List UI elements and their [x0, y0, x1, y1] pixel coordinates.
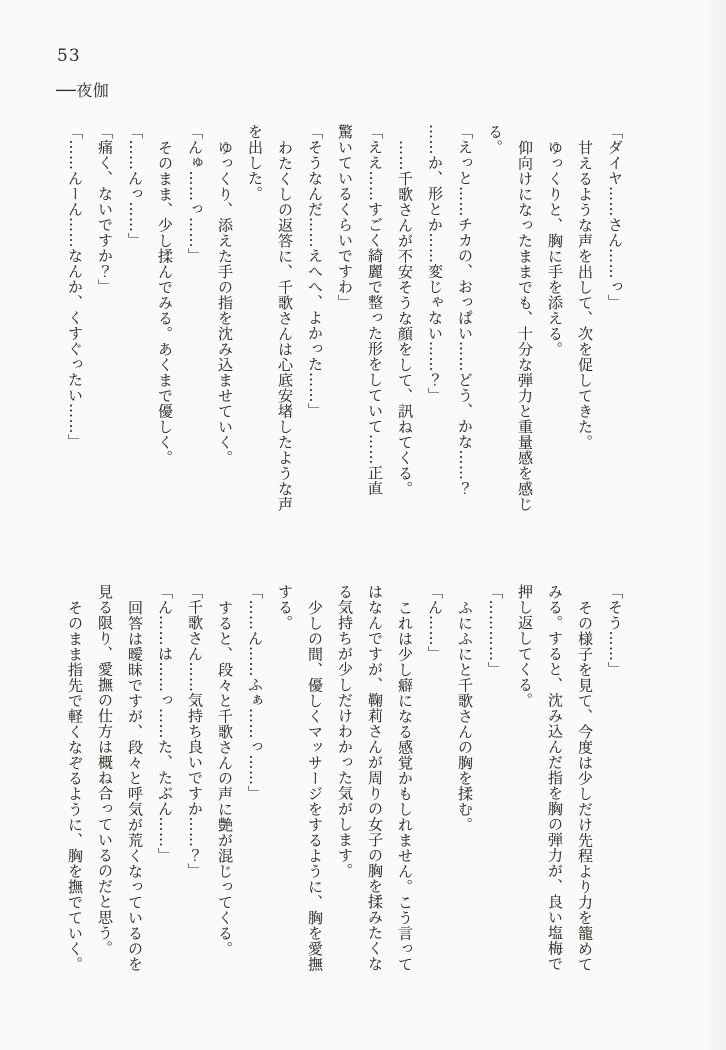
- text-column: る。: [486, 124, 504, 155]
- text-column: 仰向けになったままでも、十分な弾力と重量感を感じ: [516, 139, 534, 512]
- text-column: 「……んっ……」: [126, 124, 144, 248]
- page-number: 53: [57, 46, 81, 66]
- text-column: する。: [276, 584, 294, 631]
- text-column: そのまま指先で軽くなぞるように、胸を撫でていく。: [66, 599, 84, 972]
- text-column: みる。すると、沈み込んだ指を胸の弾力が、良い塩梅で: [546, 584, 564, 972]
- text-column: 「えっと……チカの、おっぱい……どう、かな……？: [456, 124, 474, 496]
- text-column: 「そう……」: [606, 584, 624, 677]
- text-column: わたくしの返答に、千歌さんは心底安堵したような声: [276, 139, 294, 512]
- text-column: その様子を見て、今度は少しだけ先程より力を籠めて: [576, 599, 594, 972]
- text-column: 「ん……は……っ……た、たぶん……」: [156, 584, 174, 863]
- text-column: る気持ちが少しだけわかった気がします。: [336, 584, 354, 879]
- text-column: 甘えるような声を出して、次を促してきた。: [576, 139, 594, 450]
- upper-text-block: [60, 124, 630, 524]
- text-column: 「……んーん……なんか、くすぐったい……」: [66, 124, 84, 450]
- text-column: 「痛く、ないですか？」: [96, 124, 114, 295]
- text-column: 「そうなんだ……えへへ、よかった……」: [306, 124, 324, 419]
- text-column: ゆっくり、添えた手の指を沈み込ませていく。: [216, 139, 234, 465]
- text-column: 「……ん……ふぁ……っ……」: [246, 584, 264, 801]
- text-column: を出した。: [246, 124, 264, 202]
- text-column: 回答は曖昧ですが、段々と呼気が荒くなっているのを: [126, 599, 144, 972]
- text-column: 少しの間、優しくマッサージをするように、胸を愛撫: [306, 599, 324, 972]
- text-column: 押し返してくる。: [516, 584, 534, 708]
- text-column: ふにふにと千歌さんの胸を揉む。: [456, 599, 474, 832]
- text-column: 「ええ……すごく綺麗で整った形をしていて……正直: [366, 124, 384, 496]
- text-column: ……千歌さんが不安そうな顔をして、訊ねてくる。: [396, 139, 414, 496]
- text-column: 「んゅ……っ……」: [186, 124, 204, 264]
- text-column: 「ん……」: [426, 584, 444, 662]
- text-column: 「千歌さん……気持ち良いですか……？」: [186, 584, 204, 879]
- text-column: そのまま、少し揉んでみる。あくまで優しく。: [156, 139, 174, 465]
- lower-text-block: [60, 584, 630, 984]
- text-column: 「ダイヤ……さん……っ」: [606, 124, 624, 310]
- text-column: ……か、形とか……変じゃない……？」: [426, 124, 444, 403]
- text-column: 「…………」: [486, 584, 504, 677]
- text-column: すると、段々と千歌さんの声に艶が混じってくる。: [216, 599, 234, 956]
- text-column: これは少し癖になる感覚かもしれません。こう言って: [396, 599, 414, 972]
- text-column: 驚いているくらいですわ」: [336, 124, 354, 310]
- running-title: ──夜伽: [56, 81, 110, 100]
- text-column: 見る限り、愛撫の仕方は概ね合っているのだと思う。: [96, 584, 114, 956]
- text-column: はなんですが、鞠莉さんが周りの女子の胸を揉みたくな: [366, 584, 384, 972]
- text-column: ゆっくりと、胸に手を添える。: [546, 139, 564, 357]
